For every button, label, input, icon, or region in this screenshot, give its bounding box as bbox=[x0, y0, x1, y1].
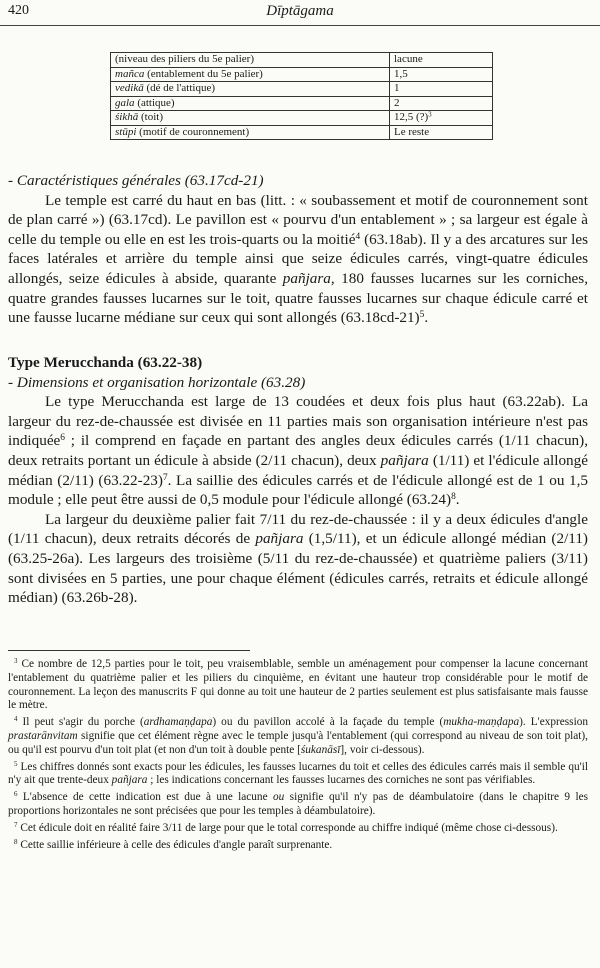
footnote-5: $^5$ Les chiffres donnés sont exacts pour les édicules, les fausses lucarnes du toit et celles des édicules carrés mais il semble qu'il n'y ait que trente-deux pañjara ; les indications concernant les fausses lucarnes des corniches ne sont pas vérifiables. bbox=[8, 759, 588, 787]
paragraph-merucchanda-2: La largeur du deuxième palier fait 7/11 du rez-de-chaussée : il y a deux édicules d'angle (1/11 chacun), deux retraits décorés de pañjara (1,5/11), et un édicule allongé médian (2/11) (63.25-26a). Les largeurs des troisième (5/11 du rez-de-chaussée) et quatrième paliers (3/11) sont divisées en 5 parties, une pour chaque élément (édicules carrés, retraits et édicule allongé médian) (63.26b-28). bbox=[8, 510, 588, 607]
table-row bbox=[111, 111, 493, 126]
table-row bbox=[111, 82, 493, 97]
table-cell-element: gala (attique) bbox=[111, 96, 390, 111]
footnote-ref-5[interactable]: 5 bbox=[419, 309, 425, 320]
table-cell-value: 2 bbox=[390, 96, 493, 111]
table-row bbox=[111, 67, 493, 82]
footnote-separator bbox=[8, 650, 250, 651]
footnote-7: $^7$ Cet édicule doit en réalité faire 3/11 de large pour que le total corresponde au chiffre indiqué (même chose ci-dessous). bbox=[14, 820, 558, 834]
dimensions-table-body bbox=[111, 53, 493, 140]
table-cell-value: 1 bbox=[390, 82, 493, 97]
footnote-6: $^6$ L'absence de cette indication est due à une lacune ou signifie qu'il n'y pas de déambulatoire (dans le chapitre 9 les proportions horizontales ne sont précisées que pour les temples à déambulatoire). bbox=[8, 790, 588, 817]
table-cell-value: Le reste bbox=[390, 125, 493, 140]
footnotes bbox=[8, 658, 588, 855]
table-cell-element: stūpi (motif de couronnement) bbox=[111, 125, 390, 140]
section-merucchanda bbox=[8, 353, 588, 608]
table-cell-value: 12,5 (?)$^3$ bbox=[390, 111, 493, 126]
table-cell-element: śikhā (toit) bbox=[111, 111, 390, 126]
table-row bbox=[111, 53, 493, 68]
paragraph-general: Le temple est carré du haut en bas (litt. : « soubassement et motif de couronnement sont de plan carré ») (63.17cd). Le pavillon est « pourvu d'un entablement » ; sa largeur est égale à celle du temple ou elle en est les trois-quarts ou la moitié$^4$ (63.18ab). Il y a des arcatures sur les faces latérales et arrière du temple ainsi que seize édicules carrés, vingt-quatre édicules allongés, seize édicules à abside, quarante pañjara, 180 fausses lucarnes sur les corniches, quatre grandes fausses lucarnes sur le toit, quatre fausses lucarnes sur chaque édicule carré et une fausse lucarne médiane sur ceux qui sont allongés $(63.18cd-21)^5$. bbox=[8, 191, 588, 327]
section-general bbox=[8, 171, 588, 328]
table-row bbox=[111, 125, 493, 140]
header-rule bbox=[0, 25, 600, 26]
footnote-8: $^8$ Cette saillie inférieure à celle des édicules d'angle paraît surprenante. bbox=[14, 837, 333, 851]
dimensions-table bbox=[110, 52, 493, 140]
section-title-merucchanda: Type Merucchanda (63.22-38) bbox=[8, 354, 203, 371]
paragraph-merucchanda-1: Le type Merucchanda est large de 13 coudées et deux fois plus haut (63.22ab). La largeur du rez-de-chaussée est divisée en 11 parties mais son organisation intérieure n'est pas indiquée$^6$ ; il comprend en façade en partant des angles deux édicules carrés (1/11 chacun), deux retraits portant un édicule à abside (2/11 chacun), deux pañjara (1/11) et l'édicule allongé médian (2/11) $(63.22-23)^7$. La saillie des édicules carrés et de l'édicule allongé est de 1 ou 1,5 module ; elle peut être aussi de 0,5 module pour l'édicule allongé $(63.24)^8$. bbox=[8, 393, 588, 509]
table-cell-element: mañca (entablement du 5e palier) bbox=[111, 67, 390, 82]
section-heading-general: - Caractéristiques générales (63.17cd-21) bbox=[8, 172, 264, 189]
footnote-ref-8[interactable]: 8 bbox=[451, 491, 456, 502]
footnote-ref-4[interactable]: 4 bbox=[355, 231, 361, 242]
table-cell-value: 1,5 bbox=[390, 67, 493, 82]
table-row bbox=[111, 96, 493, 111]
footnote-3: $^3$ Ce nombre de 12,5 parties pour le toit, peu vraisemblable, semble un aménagement pour compenser la lacune concernant l'entablement du quatrième palier et les piliers du cinquième, en évitant une hauteur trop considérable pour le motif de couronnement. La leçon des manuscrits F qui donne au toit une hauteur de 2 parties seulement est plus satisfaisante mais fausse le mètre. bbox=[8, 657, 588, 712]
running-head: Dīptāgama bbox=[266, 3, 334, 19]
footnote-4: $^4$ Il peut s'agir du porche (ardhamaṇḍapa) ou du pavillon accolé à la façade du temple (mukha-maṇḍapa). L'expression prastarānvitam signifie que cet élément règne avec le temple jusqu'à l'entablement (qui correspond au niveau de son toit plat), ou qu'il est pourvu d'un toit plat (et non d'un toit à double pente [śukanāsī], voir ci-dessous). bbox=[8, 715, 589, 756]
table-cell-element: vedikā (dé de l'attique) bbox=[111, 82, 390, 97]
table-cell-value: lacune bbox=[390, 53, 493, 68]
page-number: 420 bbox=[8, 3, 29, 18]
table-cell-element: (niveau des piliers du 5e palier) bbox=[111, 53, 390, 68]
section-subheading-dimensions: - Dimensions et organisation horizontale (63.28) bbox=[8, 373, 306, 391]
footnote-ref-7[interactable]: 7 bbox=[162, 472, 168, 483]
footnote-ref-6[interactable]: 6 bbox=[60, 433, 65, 444]
